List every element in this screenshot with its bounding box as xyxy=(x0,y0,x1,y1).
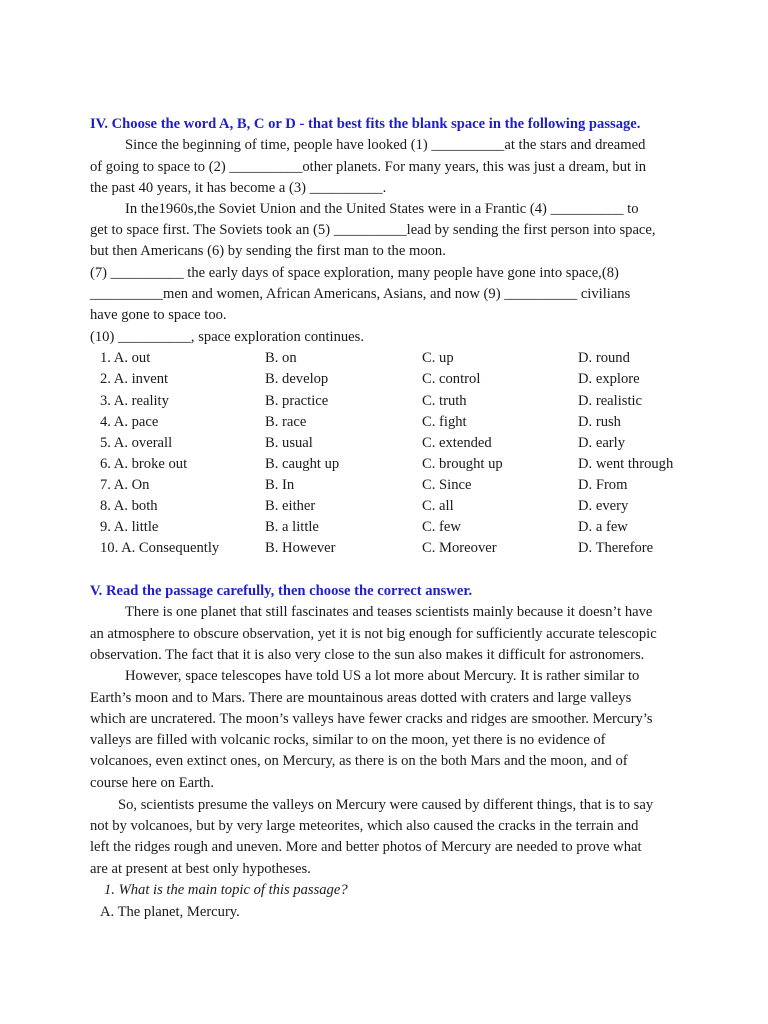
option-a: 9. A. little xyxy=(100,519,159,535)
reading-line: However, space telescopes have told US a lot more about Mercury. It is rather similar to xyxy=(125,668,640,684)
section-5-heading: V. Read the passage carefully, then choose the correct answer. xyxy=(90,583,473,599)
option-b: B. either xyxy=(265,498,316,514)
option-b: B. practice xyxy=(265,393,329,409)
reading-line: valleys are filled with volcanic rocks, similar to on the moon, yet there is no evidence of xyxy=(90,732,606,748)
option-b: B. race xyxy=(265,414,307,430)
option-c: C. truth xyxy=(422,393,467,409)
option-d: D. a few xyxy=(578,519,628,535)
passage-line: of going to space to (2) __________other planets. For many years, this was just a dream, but in xyxy=(90,159,647,175)
option-b: B. develop xyxy=(265,371,329,387)
option-c: C. few xyxy=(422,519,461,535)
option-d: D. early xyxy=(578,435,626,451)
option-c: C. extended xyxy=(422,435,492,451)
option-b: B. However xyxy=(265,540,336,556)
option-c: C. fight xyxy=(422,414,467,430)
option-a: 7. A. On xyxy=(100,477,150,493)
reading-line: observation. The fact that it is also very close to the sun also makes it difficult for astronomers. xyxy=(90,647,645,663)
reading-line: So, scientists presume the valleys on Mercury were caused by different things, that is to say xyxy=(118,797,654,813)
passage-line: the past 40 years, it has become a (3) __________. xyxy=(90,180,387,196)
option-b: B. caught up xyxy=(265,456,340,472)
passage-line: (10) __________, space exploration continues. xyxy=(90,329,364,345)
section-4-heading: IV. Choose the word A, B, C or D - that best fits the blank space in the following passage. xyxy=(90,116,641,132)
option-d: D. realistic xyxy=(578,393,643,409)
option-a: 8. A. both xyxy=(100,498,158,514)
reading-line: Earth’s moon and to Mars. There are mountainous areas dotted with craters and large valleys xyxy=(90,690,632,706)
reading-line: volcanoes, even extinct ones, on Mercury, as there is on the both Mars and the moon, and of xyxy=(90,753,628,769)
reading-line: not by volcanoes, but by very large meteorites, which also caused the cracks in the terrain and xyxy=(90,818,639,834)
option-a: 2. A. invent xyxy=(100,371,169,387)
reading-line: which are uncratered. The moon’s valleys have fewer cracks and ridges are smoother. Mercury’s xyxy=(90,711,653,727)
passage-line: have gone to space too. xyxy=(90,307,227,323)
option-b: B. a little xyxy=(265,519,319,535)
passage-line: In the1960s,the Soviet Union and the United States were in a Frantic (4) __________ to xyxy=(125,201,639,217)
option-c: C. Since xyxy=(422,477,472,493)
option-d: D. explore xyxy=(578,371,640,387)
option-a: 6. A. broke out xyxy=(100,456,188,472)
option-d: D. went through xyxy=(578,456,674,472)
option-d: D. round xyxy=(578,350,630,366)
reading-line: course here on Earth. xyxy=(90,775,214,791)
option-d: D. Therefore xyxy=(578,540,654,556)
option-a: 10. A. Consequently xyxy=(100,540,220,556)
option-d: D. every xyxy=(578,498,629,514)
question-1: 1. What is the main topic of this passage? xyxy=(104,882,348,898)
answer-a: A. The planet, Mercury. xyxy=(100,904,240,920)
passage-line: but then Americans (6) by sending the first man to the moon. xyxy=(90,243,446,259)
passage-line: __________men and women, African Americans, Asians, and now (9) __________ civilians xyxy=(90,286,631,302)
reading-line: an atmosphere to obscure observation, yet it is not big enough for sufficiently accurate telescopic xyxy=(90,626,657,642)
option-b: B. In xyxy=(265,477,295,493)
reading-line: are at present at best only hypotheses. xyxy=(90,861,311,877)
passage-line: (7) __________ the early days of space exploration, many people have gone into space,(8) xyxy=(90,265,619,281)
passage-line: get to space first. The Soviets took an (5) __________lead by sending the first person into space, xyxy=(90,222,656,238)
option-a: 3. A. reality xyxy=(100,393,169,409)
option-c: C. all xyxy=(422,498,454,514)
option-c: C. control xyxy=(422,371,481,387)
reading-line: There is one planet that still fascinates and teases scientists mainly because it doesn’t have xyxy=(125,604,653,620)
option-a: 1. A. out xyxy=(100,350,151,366)
option-c: C. brought up xyxy=(422,456,503,472)
option-c: C. up xyxy=(422,350,454,366)
option-d: D. rush xyxy=(578,414,621,430)
option-a: 5. A. overall xyxy=(100,435,173,451)
reading-line: left the ridges rough and uneven. More and better photos of Mercury are needed to prove what xyxy=(90,839,642,855)
option-d: D. From xyxy=(578,477,628,493)
passage-line: Since the beginning of time, people have looked (1) __________at the stars and dreamed xyxy=(125,137,646,153)
option-b: B. usual xyxy=(265,435,313,451)
option-c: C. Moreover xyxy=(422,540,497,556)
option-a: 4. A. pace xyxy=(100,414,159,430)
option-b: B. on xyxy=(265,350,297,366)
